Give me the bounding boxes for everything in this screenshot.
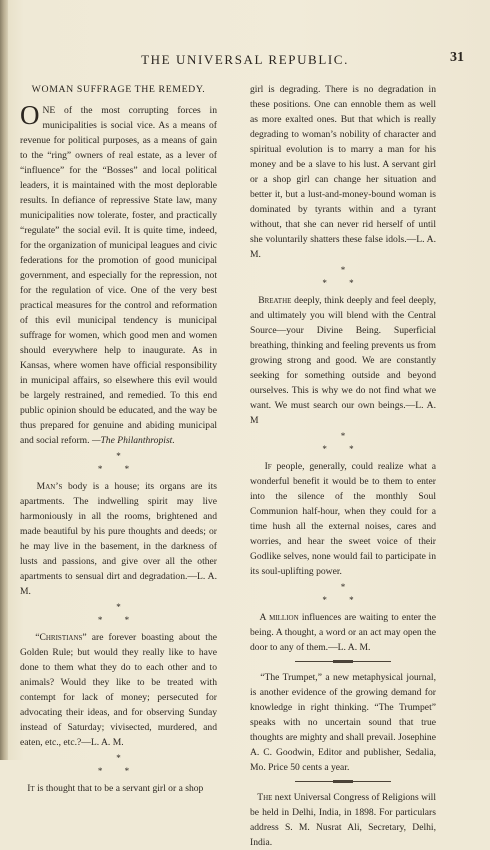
page-header — [20, 50, 470, 70]
article-congress-of-religions — [250, 790, 436, 850]
article-woman-suffrage — [20, 100, 217, 448]
separator-stars: * * — [97, 766, 140, 776]
article-body: influences are waiting to enter the being. A thought, a word or an act may open the door to any of them.—L. A. M. — [250, 612, 436, 653]
separator-stars: * * — [97, 464, 140, 474]
article-body: next Universal Congress of Religions will be held in Delhi, India, in 1898. For particulars address S. M. Nusrat Ali, Secretary, Delhi, India. — [250, 792, 437, 848]
article-lead: “Christians” — [35, 632, 87, 643]
article-body: is thought that to be a servant girl or a shop — [34, 783, 204, 794]
article-lead: Breathe — [258, 295, 292, 306]
article-body: “The Trumpet,” a new metaphysical journal, is another evidence of the growing demand for knowledge in right thinking. “The Trumpet” speaks with no uncertain sound that true thoughts are mighty and shall prevail. Josephine A. C. Goodwin, Editor and publisher, Sedalia, Mo. Price 50 cents a year. — [250, 672, 436, 773]
article-body: NE of the most corrupting forces in municipalities is social vice. As a means of revenue for political purposes, as a means of gain to the “ring” owners of real estate, as a lever of “influence” for the “Bosses” and local political leaders, it is maintained with the most deplorable results. In defiance of repressive State law, many municipalities now tolerate, foster, and practically “regulate” the social evil. It is quite time, indeed, for the organization of municipal leagues and civic federations for the promotion of good municipal government, and especially for the repression, not for the regulation of vice. One of the very best practical measures for the control and reformation of this evil municipal tendency is municipal suffrage for women, which good men and women should everywhere help to inaugurate. As in Kansas, where women have official responsibility in municipal affairs, so elsewhere this evil would be largely restrained, and remedied. To this end public opinion should be educated, and the way be thus prepared for genuine and abiding municipal and social reform. — [20, 105, 217, 446]
article-body: body is a house; its organs are its apartments. The indwelling spirit may live harmoniously in all the rooms, brightened and made beautiful by his pure thoughts and deeds; or he may live in the basement, in the darkness of lusts and passions, and give over all the other apartments to sensual dirt and degradation.—L. A. M. — [20, 481, 217, 597]
article-mans-body — [20, 479, 217, 599]
article-lead: The — [257, 792, 273, 803]
article-signature: —The Philanthropist. — [91, 435, 175, 446]
drop-cap: O — [20, 100, 40, 130]
separator-stars: * * — [322, 595, 364, 605]
left-column — [20, 82, 217, 796]
separator-star: * — [116, 451, 121, 461]
article-million-influences — [250, 610, 436, 655]
article-heading: WOMAN SUFFRAGE THE REMEDY. — [31, 84, 206, 95]
article-body: people, generally, could realize what a wonderful benefit it would be to them to enter into the silence of the monthly Soul Communion half-hour, when they could for a time hush all the external noises, cares and worries, and hear the sweet voice of their Godlike selves, none would fail to participate in its soul-uplifting power. — [250, 461, 436, 577]
article-servant-girl — [20, 781, 217, 796]
separator-stars: * * — [322, 444, 364, 454]
article-servant-girl-continued: girl is degrading. There is no degradation in these positions. One can ennoble them as well as more exalted ones. But that which is really degrading to woman’s nobility of character and spiritual evolution is to marry a man for his money and be a slave to his lust. A servant girl or a shop girl can change her situation and better it, but a lust-and-money-bound woman is dominated by tyrants within and a tyrant without, that she can never rid herself of until she voluntarily shatters these false idols.—L. A. M. — [250, 84, 436, 260]
separator-stars: * * — [97, 615, 140, 625]
article-body: are forever boasting about the Golden Rule; but would they really like to have done to them what they do to each other and to animals? Would they like to be treated with contempt for lack of money; persecuted for advocating their ideas, and for observing Sunday instead of Saturday; vivisected, murdered, and eaten, etc., etc.?—L. A. M. — [20, 632, 217, 748]
article-lead: Man’s — [36, 481, 63, 492]
article-lead: It — [27, 783, 35, 794]
separator-star: * — [340, 265, 346, 275]
running-title: THE UNIVERSAL REPUBLIC. — [141, 52, 349, 67]
binding-spine — [0, 0, 8, 760]
article-christians — [20, 630, 217, 750]
article-breathe — [250, 293, 436, 428]
article-trumpet — [250, 670, 436, 775]
article-body: deeply, think deeply and feel deeply, and ultimately you will blend with the Central Source—your Divine Being. Superficial breathing, thinking and feeling prevents us from growing strong and good. We are constantly seeking for something outside and beyond ourselves. This is why we do not find what we want. We must search our own beings.—L. A. M — [250, 295, 436, 426]
article-lead: A million — [259, 612, 299, 623]
page-number: 31 — [450, 50, 464, 65]
section-rule — [295, 661, 391, 662]
separator-star: * — [340, 431, 346, 441]
separator-star: * — [116, 753, 121, 763]
article-lead: If — [264, 461, 272, 472]
article-soul-communion — [250, 459, 436, 579]
right-column — [250, 82, 436, 850]
separator-star: * — [340, 582, 346, 592]
section-rule — [295, 781, 391, 782]
separator-star: * — [116, 602, 121, 612]
separator-stars: * * — [322, 278, 364, 288]
